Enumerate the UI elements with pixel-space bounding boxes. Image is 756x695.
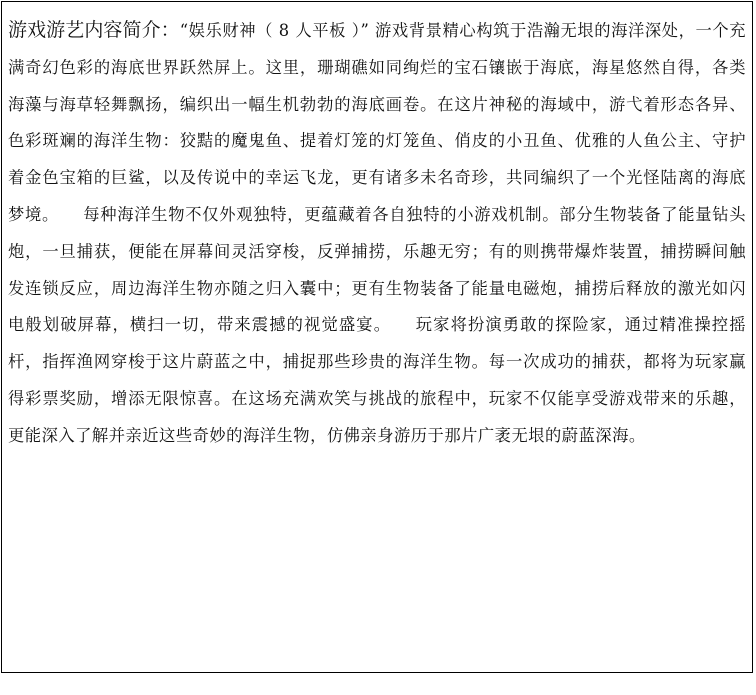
paragraph-gameplay: 玩家将扮演勇敢的探险家，通过精准操控摇杆，指挥渔网穿梭于这片蔚蓝之中，捕捉那些珍贵的海洋生物。每一次成功的捕获，都将为玩家赢得彩票奖励，增添无限惊喜。在这场充满欢笑与挑战的旅程中，玩家不仅能享受游戏带来的乐趣，更能深入了解并亲近这些奇妙的海洋生物，仿佛亲身游历于那片广袤无垠的蔚蓝深海。 xyxy=(8,315,746,445)
paragraph-intro: “娱乐财神（ 8 人平板 ）” 游戏背景精心构筑于浩瀚无垠的海洋深处，一个充满奇幻色彩的海底世界跃然屏上。这里，珊瑚礁如同绚烂的宝石镶嵌于海底，海星悠然自得，各类海藻与海草轻舞飘扬，编织出一幅生机勃勃的海底画卷。在这片神秘的海域中，游弋着形态各异、色彩斑斓的海洋生物：狡黠的魔鬼鱼、提着灯笼的灯笼鱼、俏皮的小丑鱼、优雅的人鱼公主、守护着金色宝箱的巨鲨，以及传说中的幸运飞龙，更有诸多未名奇珍，共同编织了一个光怪陆离的海底梦境。 xyxy=(8,21,746,224)
paragraph-mechanics: 每种海洋生物不仅外观独特，更蕴藏着各自独特的小游戏机制。部分生物装备了能量钻头炮，一旦捕获，便能在屏幕间灵活穿梭，反弹捕捞，乐趣无穷；有的则携带爆炸装置，捕捞瞬间触发连锁反应，周边海洋生物亦随之归入囊中；更有生物装备了能量电磁炮，捕捞后释放的激光如闪电般划破屏幕，横扫一切，带来震撼的视觉盛宴。 xyxy=(8,204,746,335)
document-body xyxy=(2,2,752,455)
document-heading: 游戏游艺内容简介： xyxy=(8,19,180,41)
document-frame xyxy=(1,1,753,673)
